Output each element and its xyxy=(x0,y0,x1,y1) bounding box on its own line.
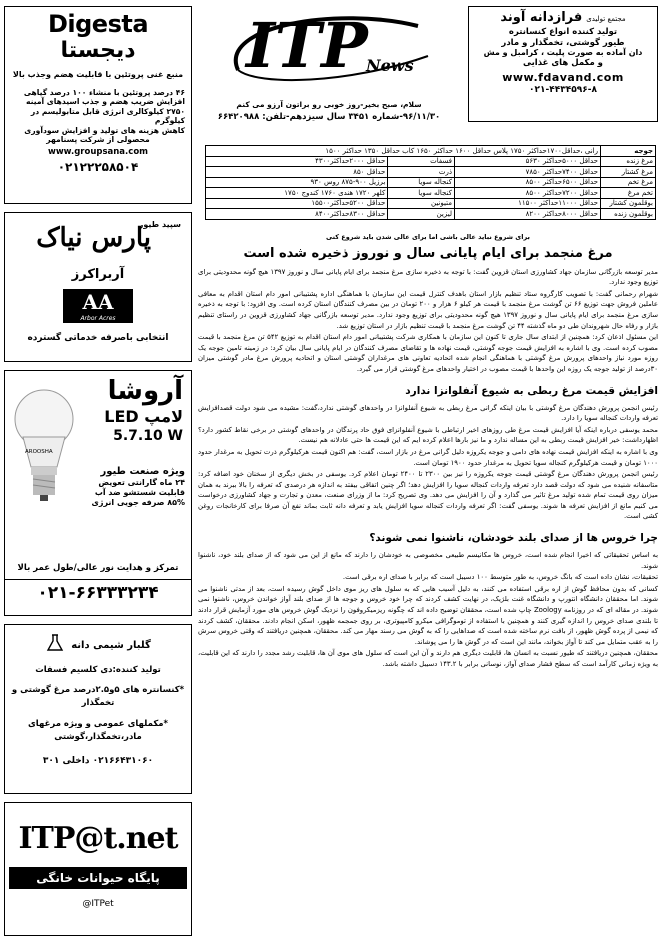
fdavand-line: و مکمل های غذایی xyxy=(523,58,603,69)
table-cell: لیزین xyxy=(388,209,455,220)
table-cell: مرغ تخم xyxy=(601,177,656,188)
itpet-logo: ITP@t.net xyxy=(18,821,178,856)
golbar-line3: *مکملهای عمومی و ویژه مرغهای مادر،تخمگذار،گوشتی xyxy=(28,718,168,742)
aroosha-brand: آروشا xyxy=(107,376,183,406)
flask-icon xyxy=(45,633,65,657)
aroosha-watts: 5.7.10 W xyxy=(113,428,183,444)
greeting: سلام، صبح بخیر-روز خوبی رو براتون آرزو می کنم xyxy=(236,100,422,109)
arbor-acres-logo xyxy=(63,289,133,323)
table-row xyxy=(206,177,656,188)
fdavand-phone[interactable]: ۰۲۱-۴۴۳۴۵۹۶-۸ xyxy=(529,84,597,95)
led-bulb-icon xyxy=(13,387,75,507)
logo-itp: ITP xyxy=(246,9,368,82)
digesta-tagline: منبع غنی پروتئین با قابلیت هضم وجذب بالا xyxy=(12,70,184,79)
table-cell: حداقل ۲۰۰۰حداکثر۴۳۰۰ xyxy=(206,156,388,167)
itp-news-logo xyxy=(198,6,460,94)
table-row xyxy=(206,209,656,220)
golbar-phone[interactable]: ۰۲۱۶۶۴۳۱۰۶۰ داخلی ۳۰۱ xyxy=(42,755,154,766)
price-table xyxy=(205,145,656,220)
digesta-bullets xyxy=(11,88,185,145)
digesta-phone[interactable]: ۰۲۱۲۲۲۵۸۵۰۴ xyxy=(57,159,139,174)
golbar-line1: تولید کننده:دی کلسیم فسفات xyxy=(35,665,161,675)
table-cell: بوقلمون زنده xyxy=(601,209,656,220)
paragraph: رئیس انجمن پرورش دهندگان مرغ گوشتی قیمت جوجه یکروزه را نیز بین ۲۳۰۰ تا ۲۴۰۰ تومان اعلام کرد. یوسفی در بخش دیگری از سخنان خود اضافه کرد: متاسفانه شنیده می شود که دولت قصد دارد تعرفه واردات کنجاله سویا را افزایش دهد؛ اگر چنین اتفاقی بیفتد به اندازه هر درصدی که تعرفه را بالا ببرند به همان میزان روی قیمت تمام شده تولید مرغ تاثیر می گذارد و آن را افزایش می دهد. وی تصریح کرد: ما از وزرای صنعت، معدن و تجارت و جهاد کشاورزی درخواست می کنیم مانع از افزایش تعرفه ها شوند. یوسفی گفت: اگر تعرفه واردات کنجاله سویا افزایش یابد و تعرفه دانه ثابت بماند نفع آن صرفا برای کارخانجات روغن کشی است. xyxy=(198,470,658,521)
digesta-ad[interactable] xyxy=(4,6,192,204)
aroosha-features xyxy=(75,465,185,508)
table-cell: حداقل ۸۳۰۰حداکثر۸۴۰۰ xyxy=(206,209,388,220)
golbar-line2: *کنسانتره های ۵و۲.۵درصد مرغ گوشتی و تخمگذار xyxy=(11,684,185,708)
table-row xyxy=(206,188,656,199)
digesta-bullet: افزایش ضریب هضم و جذب اسیدهای آمینه xyxy=(26,97,185,107)
table-cell: رانی ،حداقل۱۷۰۰حداکثر ۱۷۵۰ پلاس حداقل ۱۶۰۰ حداکثر ۱۶۵۰ کاب حداقل ۱۳۵۰ حداکثر ۱۵۰۰ xyxy=(206,146,601,157)
table-cell: حداقل ۵۰۰۰حداکثر ۵۶۳۰ xyxy=(454,156,600,167)
digesta-partner: محصولی از شرکت پسنامهر xyxy=(46,135,150,145)
table-cell: کنجاله سویا xyxy=(388,177,455,188)
aroosha-ad[interactable] xyxy=(4,370,192,616)
table-cell: حداقل ۸۰۰۰حداکثر ۸۲۰۰ xyxy=(454,209,600,220)
table-cell: فسفات xyxy=(388,156,455,167)
fdavand-line: طیور گوشتی، تخمگذار و مادر xyxy=(501,37,625,48)
headline: مرغ منجمد برای ایام پایانی سال و نوروز ذخیره شده است xyxy=(243,245,613,261)
parsnik-logo-prefix: سپید طیور xyxy=(138,220,181,229)
logo-news: News xyxy=(366,56,414,75)
table-row xyxy=(206,156,656,167)
fdavand-title xyxy=(473,10,653,25)
table-cell: حداقل ۸۵۰ xyxy=(206,167,388,178)
bulb-label: AROOSHA xyxy=(25,449,53,455)
aroosha-feature: ۸۵% صرفه جویی انرژی xyxy=(91,498,185,507)
itpet-ad[interactable] xyxy=(4,802,192,936)
table-cell: حداقل ۵۲۰۰حداکثر۱۵۵۰۰ xyxy=(206,198,388,209)
parsnik-logo-text: پارس نیاک xyxy=(36,223,151,253)
golbar-ad[interactable] xyxy=(4,624,192,794)
ad-column xyxy=(4,6,192,936)
fdavand-url[interactable]: www.fdavand.com xyxy=(502,70,624,84)
paragraph: وی با اشاره به اینکه افزایش قیمت نهاده های دامی و جوجه یکروزه دلیل گرانی مرغ در بازار است، گفت: هم اکنون قیمت هرکیلوگرم ذرت تحویل به مرغدار حدود ۱۰۰۰ تومان و قیمت هرکیلوگرم کنجاله سویا تحویل به مرغدار حدود ۱۹۰۰ تومان است. xyxy=(198,447,658,467)
arbor-acres-mark: AA xyxy=(82,290,114,315)
aroosha-feature: ۲۴ ماه گارانتی تعویض xyxy=(98,478,185,487)
table-row xyxy=(206,167,656,178)
paragraph: محمد یوسفی درباره اینکه آیا افزایش قیمت مرغ طی روزهای اخیر ارتباطی با شیوع آنفلوانزای فوق حاد پرندگان در واحدهای گوشتی در برخی نقاط کشور دارد؟ اظهارداشت: خیر افزایش قیمت ربطی به این مساله ندارد و ما نیز بارها اعلام کرده ایم که این قیمت ها حتی عادلانه هم نیست. xyxy=(198,425,658,445)
table-cell: ذرت xyxy=(388,167,455,178)
golbar-header xyxy=(11,633,185,657)
fdavand-name: فرازدانه آوند xyxy=(500,10,583,25)
parsnik-ad[interactable] xyxy=(4,212,192,362)
table-cell: حداقل ۷۲۰۰حداکثر ۸۵۰۰ xyxy=(454,188,600,199)
table-cell: مرغ زنده xyxy=(601,156,656,167)
digesta-url[interactable]: www.groupsana.com xyxy=(47,146,149,157)
table-cell: حداقل ۱۱۰۰۰حداکثر ۱۱۵۰۰ xyxy=(454,198,600,209)
parsnik-logo xyxy=(9,217,187,257)
paragraph: شهرام رحمانی گفت: با تصویب کارگروه ستاد تنظیم بازار استان باهدف کنترل قیمت این سازمان با هماهنگی اداره پشتیبانی امور دام استان اقدام به معافی عاملین فروش جهت توزیع ۶۶ تن گوشت مرغ منجمد با قیمت هر کیلو ۶ هزار و ۲۰۰ تومان در بین مصرف کنندگان استان کرده است. وی افزود: با توجه به ذخیره سازی مرغ منجمد برای ایام پایانی سال و نوروز ۱۳۹۷ هیچ گونه محدودیتی برای توزیع وجود ندارد. مدیر توسعه بازرگانی جهاد کشاورزی قزوین در راستای تنظیم بازار و رفاه حال شهروندان طی دو ماه گذشته ۴۴ تن گوشت مرغ منجمد با قیمت تنظیم بازار در استان توزیع شد. xyxy=(198,289,659,330)
digesta-bullet: ۲۷۵۰ کیلوکالری انرژی قابل متابولیسم در کیلوگرم xyxy=(30,106,185,126)
subheadline: افزایش قیمت مرغ ربطی به شیوع آنفلوانزا ندارد xyxy=(405,384,658,397)
aroosha-feature: قابلیت شستشو ضد آب xyxy=(94,488,185,497)
paragraph: به اساس تحقیقاتی که اخیرا انجام شده است، خروس ها مکانیسم طبیعی مخصوصی به خودشان را دارند که مانع از این می شود که از صدای بلند خود، ناشنوا شوند. xyxy=(198,551,658,570)
digesta-logo-persian: دیجستا xyxy=(60,38,136,63)
article xyxy=(198,232,658,937)
subheadline: چرا خروس ها از صدای بلند خودشان، ناشنوا نمی شوند؟ xyxy=(369,532,658,545)
paragraph: محققان، همچنین دریافتند که طیور نسبت به انسان ها، قابلیت دیگری هم دارند و آن این است که سلول های موی آن ها، قابلیت رشد مجدد را دارند که این قابلیت، به ویژه زمانی کارآمد است که سطح فشار صدای آواز، نوسانی برابر با ۱۴۳.۲ دسیبل داشته باشد. xyxy=(198,649,658,668)
table-cell: کنجاله سویا xyxy=(388,188,455,199)
parsnik-slogan: انتخابی باصرفه خدماتی گسترده xyxy=(27,333,169,344)
table-cell: کلهر ۱۷۲۰ هندی ۱۷۶۰ کندوج ۱۷۵۰ xyxy=(206,188,388,199)
aroosha-feature: ویژه صنعت طیور xyxy=(100,466,185,477)
table-cell: برزیل ۹۰۰-۸۷۵ روس ۹۳۰ xyxy=(206,177,388,188)
issue-line: ۹۶/۱۱/۳۰-شماره ۳۴۵۱ سال سیزدهم-تلفن: ۶۶۴۲۰۹۸۸ xyxy=(217,112,441,123)
paragraph: این مسئول اذعان کرد: همچنین از ابتدای سال جاری تا کنون این سازمان با همکاری شرکت پشتیبانی امور دام استان اقدام به توزیع ۵۴۲ تن مرغ منجمد با قیمت مصوب کرده است. وی با اشاره به افزایش قیمت جوجه گوشتی، قیمت نهاده ها و تقاضای مصرف کنندگان در ایام پایانی سال بیان کرد: در زمینه تامین جوجه یک روزه مورد نیاز واحدهای پرورش مرغ گوشتی با هماهنگی انجام شده اتحادیه تعاونی های مرغداران گوشتی استان و اتحادیه پرورش مرغ مادر گوشتی میزان ۳۰درصد از تولید جوجه یک روزه این واحدها با قیمت مصوب در اختیار واحدهای مرغ گوشتی قرار می گیرد. xyxy=(198,333,659,373)
table-row xyxy=(206,198,656,209)
table-cell: حداقل ۶۵۰۰حداکثر ۸۵۰۰ xyxy=(454,177,600,188)
masthead xyxy=(198,6,460,134)
aroosha-product: لامپ LED xyxy=(104,407,183,426)
paragraph: رئیس انجمن پرورش دهندگان مرغ گوشتی با بیان اینکه گرانی مرغ ربطی به شیوع آنفلوانزا در واحدهای گوشتی ندارد،گفت: مشیده می شود دولت قصدافزایش تعرفه واردات کنجاله سویا را دارد. xyxy=(198,403,658,423)
fdavand-prefix: مجتمع تولیدی xyxy=(586,15,626,23)
fdavand-line: دان آماده به صورت پلیت ، کرامبل و مش xyxy=(483,48,643,58)
itpet-handle[interactable]: @ITPet xyxy=(82,899,114,909)
table-cell: بوقلمون کشتار xyxy=(601,198,656,209)
digesta-logo-latin: Digesta xyxy=(47,10,149,38)
parsnik-product: آربراکرز xyxy=(71,267,125,282)
arbor-acres-caption: Arbor Acres xyxy=(80,315,116,323)
paragraph: تحقیقات، نشان داده است که بانگ خروس، به طور متوسط ۱۰۰ دسیبل است که برابر با صدای اره برقی است. xyxy=(342,573,658,582)
fdavand-ad[interactable] xyxy=(468,6,658,122)
aroosha-feature-wide: تمرکز و هدایت نور عالی/طول عمر بالا xyxy=(17,563,179,573)
table-cell: حداقل ۷۴۰۰حداکثر ۷۸۵۰ xyxy=(454,167,600,178)
digesta-bullet: کاهش هزینه های تولید و افزایش سودآوری xyxy=(24,125,185,135)
table-row xyxy=(206,146,656,157)
table-cell: جوجه xyxy=(601,146,656,157)
golbar-brand: گلبار شیمی دانه xyxy=(71,639,151,651)
aroosha-phone[interactable]: ۰۲۱-۶۶۳۳۳۲۳۴ xyxy=(5,579,191,606)
digesta-bullet: ۴۶ درصد پروتئین با منشاء ۱۰۰ درصد گیاهی xyxy=(23,88,185,97)
table-cell: تخم مرغ xyxy=(601,188,656,199)
fdavand-line: تولید کننده انواع کنسانتره xyxy=(508,27,618,37)
quote-ribbon: برای شروع نباید عالی باشی اما برای عالی شدن باید شروع کنی xyxy=(326,233,530,241)
table-cell: متیونین xyxy=(388,198,455,209)
paragraph: کسانی که بدون محافظ گوش از اره برقی استفاده می کنند، به دلیل آسیب هایی که به سلول های ریز موی داخل گوش رسیده است، بعد از مدتی ناشنوا می شوند. اما محققان دانشگاه انتورپ و دانشگاه غنت بلژیک، در نهایت کشف کردند که چرا خود خروس و جوجه ها از صدای بلند آواز خواندن خروس، ناشنوا نمی شوند. در مقاله ای که در روزنامه Zoology چاپ شده است، محققان توضیح داده اند که چگونه ریزمیکروفون را نزدیک گوش خروس های مورد آزمایش قرار دادند تا بلندی صدای خروس را اندازه گیری کنند و همچنین با استفاده از توموگرافی میکرو کامپیوتری، بر روی جمجمه ظهور، اسکن انجام دادند. محققان، کشف کردند که نیمی از پرده گوش ظهور، از بافت نرم ساخته شده است که صداهایی را که به گوش می رسند مهار می کند. محققان، همچنین دریافتند که وقتی خروس سرش را به عقب متمایل می کند تا آواز بخواند، مانند این است که در گوش ها را می پوشاند. xyxy=(198,584,659,646)
paragraph: مدیر توسعه بازرگانی سازمان جهاد کشاورزی استان قزوین گفت: با توجه به ذخیره سازی مرغ منجمد برای ایام پایانی سال و نوروز ۱۳۹۷ هیچ گونه محدودیتی برای توزیع وجود ندارد. xyxy=(198,267,658,287)
table-cell: مرغ کشتار xyxy=(601,167,656,178)
itpet-tagline: پایگاه حیوانات خانگی xyxy=(9,867,187,889)
